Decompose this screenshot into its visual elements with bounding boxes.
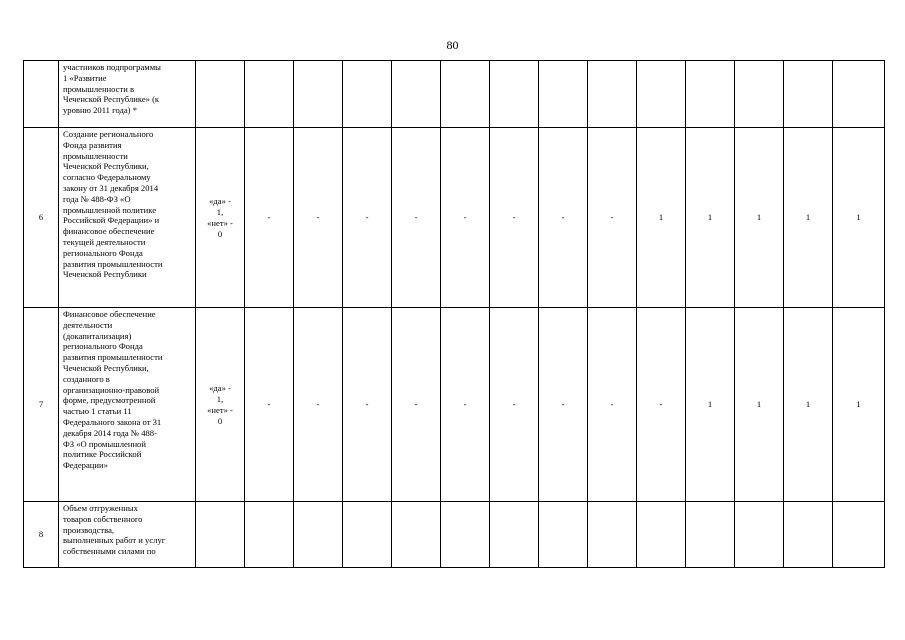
indicator-name-cell: Объем отгруженных товаров собственного производства, выполненных работ и услуг собственными силами по	[59, 502, 196, 568]
value-cell	[294, 61, 343, 128]
value-cell	[784, 61, 833, 128]
value-cell: -	[588, 128, 637, 308]
indicator-name-cell: Создание регионального Фонда развития промышленности Чеченской Республики, согласно Федеральному закону от 31 декабря 2014 года № 488-ФЗ «О промышленной политике Российской Федерации» и финансовое обеспечение текущей деятельности регионального Фонда развития промышленности Чеченской Республики	[59, 128, 196, 308]
table-row	[24, 61, 885, 128]
value-cell: 1	[833, 308, 885, 502]
unit-cell	[196, 61, 245, 128]
value-cell	[294, 502, 343, 568]
value-cell: -	[490, 308, 539, 502]
value-cell	[343, 502, 392, 568]
value-cell	[833, 502, 885, 568]
value-cell: 1	[784, 128, 833, 308]
value-cell	[441, 502, 490, 568]
row-number-cell: 6	[24, 128, 59, 308]
value-cell: -	[245, 128, 294, 308]
indicator-name-cell: участников подпрограммы 1 «Развитие промышленности в Чеченской Республике» (к уровню 2011 года) *	[59, 61, 196, 128]
value-cell: -	[392, 128, 441, 308]
value-cell	[735, 502, 784, 568]
value-cell	[833, 61, 885, 128]
value-cell	[343, 61, 392, 128]
value-cell	[245, 61, 294, 128]
value-cell	[686, 502, 735, 568]
value-cell	[392, 61, 441, 128]
value-cell: 1	[784, 308, 833, 502]
page-number: 80	[446, 38, 459, 52]
value-cell	[588, 61, 637, 128]
value-cell	[588, 502, 637, 568]
value-cell: 1	[833, 128, 885, 308]
value-cell: 1	[686, 308, 735, 502]
value-cell: -	[343, 128, 392, 308]
value-cell: 1	[637, 128, 686, 308]
value-cell: -	[441, 128, 490, 308]
value-cell	[392, 502, 441, 568]
value-cell	[686, 61, 735, 128]
row-number-cell: 8	[24, 502, 59, 568]
value-cell	[245, 502, 294, 568]
value-cell: 1	[735, 128, 784, 308]
value-cell: -	[490, 128, 539, 308]
value-cell: -	[637, 308, 686, 502]
value-cell: -	[539, 128, 588, 308]
unit-cell	[196, 502, 245, 568]
value-cell: 1	[735, 308, 784, 502]
value-cell: 1	[686, 128, 735, 308]
row-number-cell: 7	[24, 308, 59, 502]
table-row	[24, 502, 885, 568]
value-cell	[637, 61, 686, 128]
indicator-name-cell: Финансовое обеспечение деятельности (докапитализация) регионального Фонда развития промышленности Чеченской Республики, созданного в организационно-правовой форме, предусмотренной частью 1 статьи 11 Федерального закона от 31 декабря 2014 года № 488- ФЗ «О промышленной политике Российской Федерации»	[59, 308, 196, 502]
unit-cell: «да» - 1, «нет» - 0	[196, 128, 245, 308]
unit-cell: «да» - 1, «нет» - 0	[196, 308, 245, 502]
value-cell: -	[392, 308, 441, 502]
value-cell	[490, 61, 539, 128]
value-cell	[637, 502, 686, 568]
row-number-cell	[24, 61, 59, 128]
value-cell: -	[588, 308, 637, 502]
table-row	[24, 308, 885, 502]
value-cell	[539, 61, 588, 128]
value-cell: -	[343, 308, 392, 502]
value-cell	[539, 502, 588, 568]
value-cell: -	[539, 308, 588, 502]
table-row	[24, 128, 885, 308]
value-cell	[784, 502, 833, 568]
value-cell: -	[294, 128, 343, 308]
value-cell: -	[245, 308, 294, 502]
value-cell	[441, 61, 490, 128]
value-cell	[490, 502, 539, 568]
value-cell: -	[294, 308, 343, 502]
value-cell: -	[441, 308, 490, 502]
indicators-table	[23, 60, 885, 568]
value-cell	[735, 61, 784, 128]
